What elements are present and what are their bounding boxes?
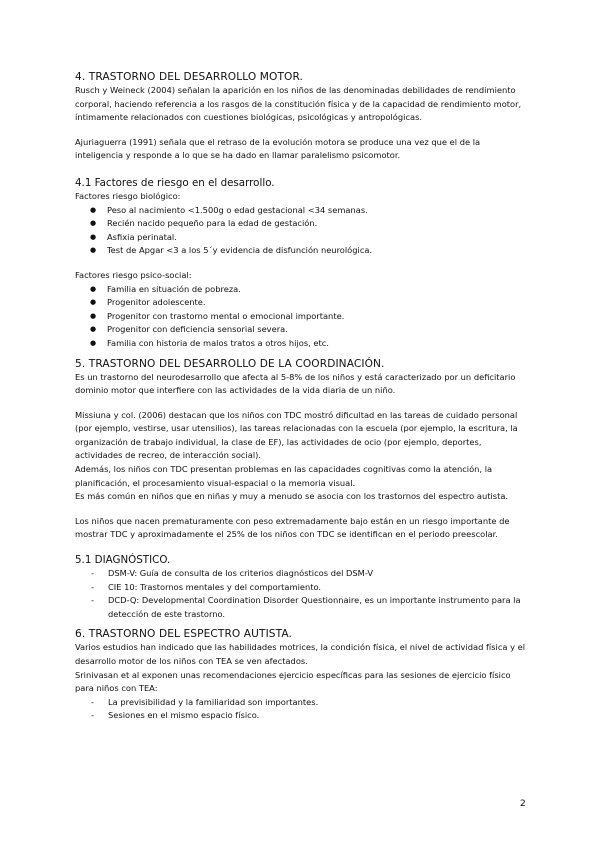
diagnosis-list	[75, 567, 527, 621]
page-content	[75, 70, 527, 723]
list-item: ● Test de Apgar <3 a los 5´y evidencia de disfunción neurológica.	[75, 244, 527, 258]
list-item: - CIE 10: Trastornos mentales y del comportamiento.	[75, 581, 527, 595]
section-5-paragraph-3: Además, los niños con TDC presentan problemas en las capacidades cognitivas como la atención, la planificación, el procesamiento visual-espacial o la memoria visual.	[75, 464, 493, 488]
list-item: ● Familia con historia de malos tratos a otros hijos, etc.	[75, 337, 527, 351]
list-item: ● Familia en situación de pobreza.	[75, 283, 527, 297]
section-5-1-title: 5.1 DIAGNÓSTICO.	[75, 554, 171, 567]
list-item: ● Recién nacido pequeño para la edad de gestación.	[75, 217, 527, 231]
section-4-paragraph-2: Ajuriaguerra (1991) señala que el retraso de la evolución motora se produce una vez que el de la inteligencia y responde a lo que se ha dado en llamar paralelismo psicomotor.	[75, 136, 481, 161]
list-item: ● Progenitor con deficiencia sensorial severa.	[75, 323, 527, 337]
section-5-paragraph-1: Es un trastorno del neurodesarrollo que afecta al 5-8% de los niños y está caracterizado por un deficitario dominio motor que interfiere con las actividades de la vida diaria de un niño.	[75, 371, 516, 396]
list-item: - La previsibilidad y la familiaridad son importantes.	[75, 696, 527, 710]
psychosocial-risk-label: Factores riesgo psico-social:	[75, 269, 192, 280]
list-item: ● Peso al nacimiento <1.500g o edad gestacional <34 semanas.	[75, 204, 527, 218]
section-4-title: 4. TRASTORNO DEL DESARROLLO MOTOR.	[75, 71, 304, 83]
recommendations-list	[75, 696, 527, 723]
section-6-paragraph-2: Srinivasan et al exponen unas recomendaciones ejercicio específicas para las sesiones de ejercicio físico para niños con TEA:	[75, 669, 511, 694]
section-4-1-title: 4.1 Factores de riesgo en el desarrollo.	[75, 176, 275, 189]
section-5-paragraph-4: Es más común en niños que en niñas y muy a menudo se asocia con los trastornos del espectro autista.	[75, 491, 509, 502]
biological-risk-label: Factores riesgo biológico:	[75, 190, 181, 201]
section-6-title: 6. TRASTORNO DEL ESPECTRO AUTISTA.	[75, 628, 293, 641]
section-6-paragraph-1: Varios estudios han indicado que las habilidades motrices, la condición física, el nivel de actividad física y el desarrollo motor de los niños con TEA se ven afectados.	[75, 642, 526, 666]
list-item: ● Progenitor adolescente.	[75, 296, 527, 310]
list-item: ● Asfixia perinatal.	[75, 231, 527, 245]
list-item: - DSM-V: Guía de consulta de los criterios diagnósticos del DSM-V	[75, 567, 527, 581]
section-5-paragraph-2: Missiuna y col. (2006) destacan que los niños con TDC mostró dificultad en las tareas de cuidado personal (por ejemplo, vestirse, usar utensilios), las tareas relacionadas con la escuela (por ejemplo, la escritura, la organización de trabajo individual, la clase de EF), las actividades de ocio (por ejemplo, deportes, actividades de recreo, de interacción social).	[75, 409, 518, 461]
section-5-title: 5. TRASTORNO DEL DESARROLLO DE LA COORDINACIÓN.	[75, 357, 385, 370]
biological-risk-list	[75, 204, 527, 258]
list-item: - Sesiones en el mismo espacio físico.	[75, 709, 527, 723]
list-item: ● Progenitor con trastorno mental o emocional importante.	[75, 310, 527, 324]
list-item: - DCD-Q: Developmental Coordination Disorder Questionnaire, es un importante instrumento para la detección de este trastorno.	[75, 594, 527, 621]
section-4-paragraph-1: Rusch y Weineck (2004) señalan la aparición en los niños de las denominadas debilidades de rendimiento corporal, haciendo referencia a los rasgos de la constitución física y de la capacidad de rendimiento motor, íntimamente relacionados con cuestiones biológicas, psicológicas y antropológicas.	[75, 85, 522, 123]
page-number: 2	[520, 799, 526, 809]
section-5-paragraph-5: Los niños que nacen prematuramente con peso extremadamente bajo están en un riesgo importante de mostrar TDC y aproximadamente el 25% de los niños con TDC se identifican en el periodo preescolar.	[75, 515, 510, 540]
psychosocial-risk-list	[75, 283, 527, 351]
